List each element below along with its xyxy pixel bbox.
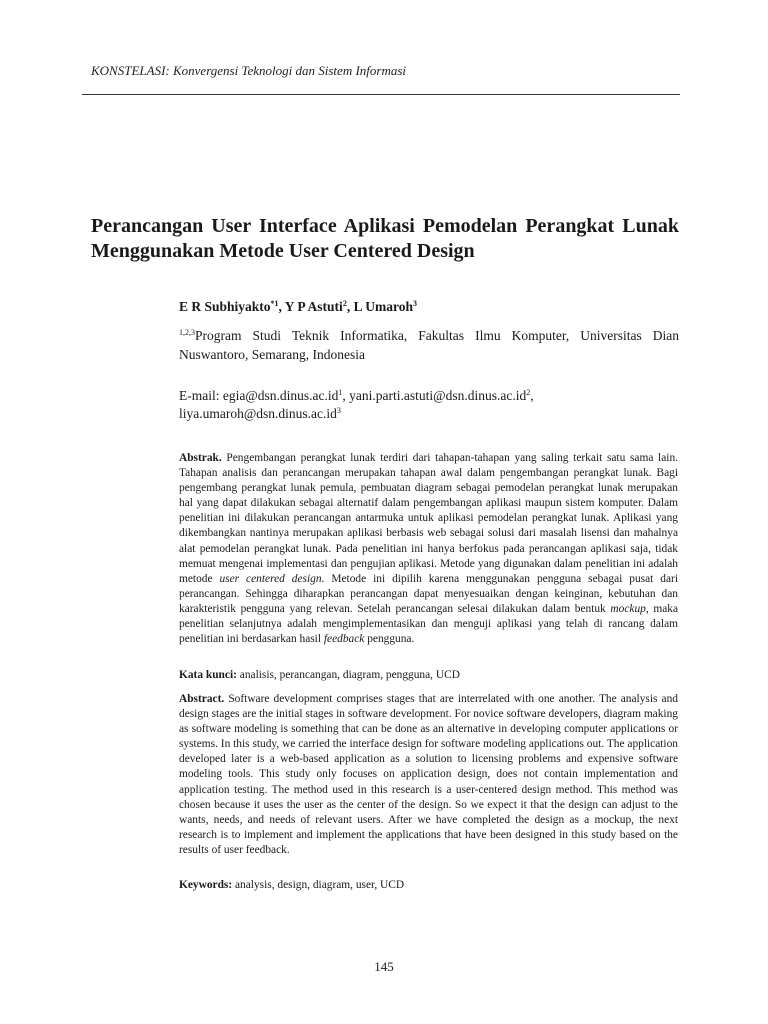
author-2-mark: 2 <box>342 299 347 308</box>
affiliation-text: Program Studi Teknik Informatika, Fakultas Ilmu Komputer, Universitas Dian Nuswantoro, Semarang, Indonesia <box>179 328 679 362</box>
keywords-line <box>179 878 678 893</box>
abstract-text: Software development comprises stages that are interrelated with one another. The analysis and design stages are the initial stages in software development. For novice software developers, diagram making as software modeling is something that can be done as an alternative in developing computer applications or systems. In this study, we carried the interface design for software modeling applications out. The application developed later is a web-based application as a solution to licensing problems and expensive software modeling tools. This study only focuses on application design, does not contain implementation and application testing. The method used in this research is a user-centered design method. This method was chosen because it uses the user as the center of the design. So we expect it that the design can adjust to the wants, needs, and needs of relevant users. After we have completed the design as a mockup, the next research is to implement and implement the applications that have been designed in this study based on the results of user feedback. <box>179 693 678 856</box>
author-2: Y P Astuti <box>284 299 343 314</box>
author-3: L Umaroh <box>353 299 413 314</box>
keywords-text: analysis, design, diagram, user, UCD <box>232 879 405 891</box>
kata-kunci-text: analisis, perancangan, diagram, pengguna, UCD <box>236 669 460 681</box>
email-1-mark: 1 <box>338 388 343 397</box>
abstrak-text-4: pengguna. <box>364 633 415 646</box>
abstrak-text-1: Pengembangan perangkat lunak terdiri dari tahapan-tahapan yang saling terkait satu sama lain. Tahapan analisis dan perancangan merupakan tahapan awal dalam pengembangan perangkat lunak. Bagi pengembang perangkat lunak pemula, pembuatan diagram sebagai pemodelan perangkat lunak merupakan hal yang dapat dilakukan sebagai alternatif dalam pengembangan aplikasi maupun sistem komputer. Dalam penelitian ini dilakukan perancangan antarmuka untuk aplikasi pemodelan perangkat lunak. Aplikasi yang dikembangkan nantinya merupakan aplikasi berbasis web sebagai solusi dari masalah lisensi dan mahalnya alat pemodelan perangkat lunak. Pada penelitian ini hanya berfokus pada perancangan aplikasi saja, tidak memuat mengenai implementasi dan pengujian aplikasi. Metode yang digunakan dalam penelitian ini adalah metode <box>179 452 678 585</box>
paper-title: Perancangan User Interface Aplikasi Pemodelan Perangkat Lunak Menggunakan Metode User Centered Design <box>91 215 679 262</box>
email-1[interactable]: egia@dsn.dinus.ac.id <box>222 388 339 403</box>
kata-kunci-label: Kata kunci: <box>179 669 237 681</box>
email-prefix: E-mail: <box>179 388 223 403</box>
running-header <box>91 63 679 79</box>
abstrak-label: Abstrak. <box>179 452 222 464</box>
author-separator: , <box>346 299 354 314</box>
email-3-mark: 3 <box>336 406 341 415</box>
abstrak-paragraph <box>179 451 678 647</box>
email-3[interactable]: liya.umaroh@dsn.dinus.ac.id <box>179 406 337 421</box>
abstrak-text-2: . Metode ini dipilih karena menggunakan pengguna sebagai pusat dari perancangan. Sehingga diharapkan perancangan dapat menyesuaikan dengan keinginan, kebutuhan dan karakteristik pengguna yang relevan. Setelah perancangan selesai dilakukan dalam bentuk <box>179 572 678 615</box>
author-3-mark: 3 <box>412 299 417 308</box>
author-1-mark: *1 <box>270 299 279 308</box>
author-list <box>179 299 679 315</box>
email-2-mark: 2 <box>526 388 531 397</box>
header-rule <box>82 94 680 95</box>
email-block: E-mail: $egia@dsn.dinus.ac.id^1$, $yani.parti.astuti@dsn.dinus.ac.id^2$, $liya.umaroh@dsn.dinus.ac.id^3$ <box>179 388 534 421</box>
keywords-label: Keywords: <box>179 879 233 891</box>
kata-kunci-line <box>179 668 678 683</box>
journal-name: Konvergensi Teknologi dan Sistem Informasi <box>172 63 407 78</box>
journal-abbreviation: KONSTELASI: <box>91 63 170 78</box>
page-number: 145 <box>374 959 394 974</box>
affiliation <box>179 326 679 364</box>
email-separator: , <box>342 388 350 403</box>
abstrak-text-3: maka penelitian selanjutnya adalah mengimplementasikan dan menguji aplikasi yang telah di rancang dalam penelitian ini berdasarkan hasil <box>179 602 679 646</box>
abstrak-italic-2: mockup, <box>610 602 649 615</box>
abstrak-italic-1: user centered design <box>219 572 322 585</box>
author-separator: , <box>278 299 285 314</box>
abstract-paragraph <box>179 692 678 858</box>
abstract-label: Abstract. <box>179 693 225 705</box>
affiliation-mark: 1,2,3 <box>179 328 195 337</box>
abstrak-italic-3: feedback <box>323 633 365 646</box>
email-2[interactable]: yani.parti.astuti@dsn.dinus.ac.id <box>349 388 527 403</box>
author-1: E R Subhiyakto <box>179 299 271 314</box>
